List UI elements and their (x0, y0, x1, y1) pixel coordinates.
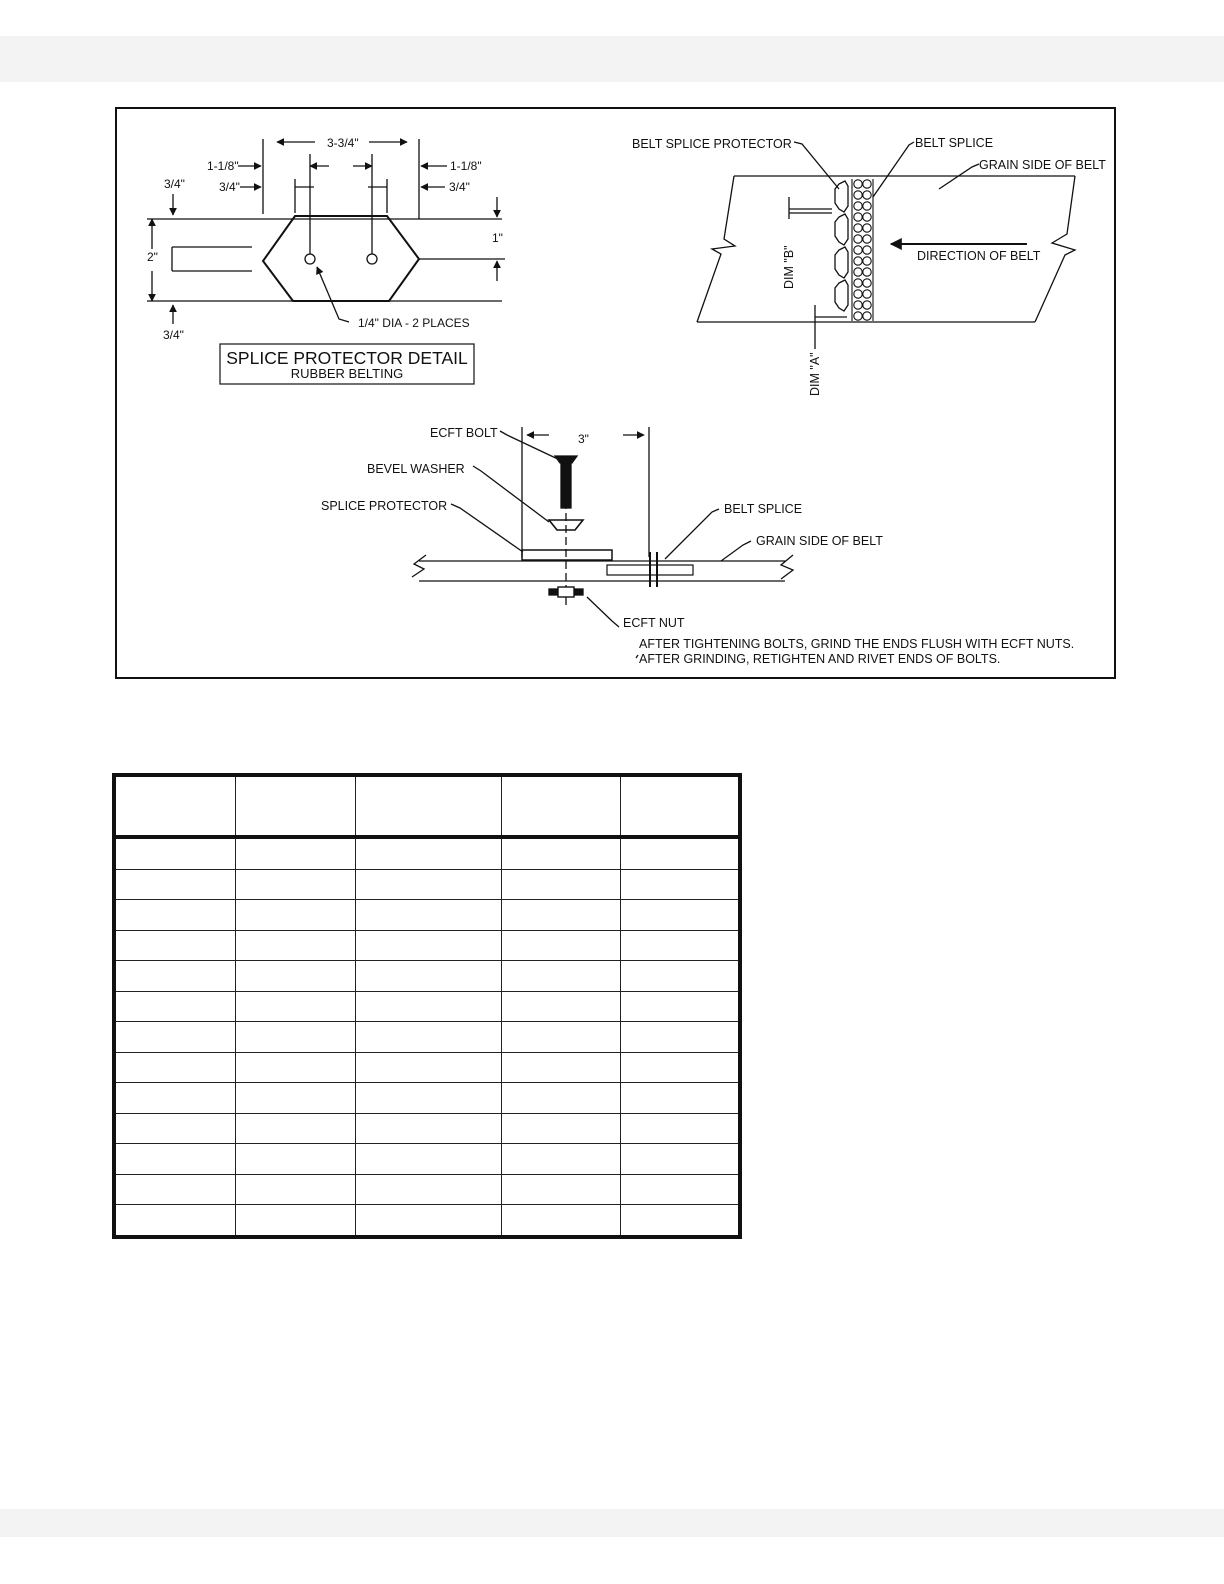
table-cell (621, 961, 741, 992)
table-cell (114, 1083, 236, 1114)
table-cell (114, 1205, 236, 1237)
section-label-splice: BELT SPLICE (724, 502, 803, 516)
plan-label-direction: DIRECTION OF BELT (917, 249, 1041, 263)
table-row (114, 991, 740, 1022)
table-cell (356, 930, 502, 961)
table-cell (621, 1022, 741, 1053)
table-cell (621, 1083, 741, 1114)
table-header-cell (502, 775, 621, 837)
table-row (114, 1052, 740, 1083)
header-band (0, 36, 1224, 82)
table-cell (236, 1052, 356, 1083)
table-cell (114, 869, 236, 900)
table-cell (236, 1113, 356, 1144)
table-cell (114, 961, 236, 992)
table-cell (502, 1113, 621, 1144)
table-cell (236, 837, 356, 869)
table-cell (356, 900, 502, 931)
table-row (114, 1205, 740, 1237)
table-cell (502, 900, 621, 931)
table-cell (621, 837, 741, 869)
table-cell (114, 900, 236, 931)
table-cell (502, 1083, 621, 1114)
table-cell (356, 991, 502, 1022)
svg-text:1": 1" (492, 231, 503, 245)
table-cell (621, 1205, 741, 1237)
table-cell (236, 961, 356, 992)
table-cell (356, 869, 502, 900)
table-cell (114, 1022, 236, 1053)
table-cell (114, 1052, 236, 1083)
table-cell (236, 900, 356, 931)
table-cell (236, 869, 356, 900)
table-cell (502, 1144, 621, 1175)
table-cell (114, 1113, 236, 1144)
table-cell (114, 1174, 236, 1205)
table-cell (356, 1113, 502, 1144)
table-row (114, 961, 740, 992)
svg-text:1-1/8": 1-1/8" (450, 159, 482, 173)
table-row (114, 1022, 740, 1053)
section-view-drawing (412, 427, 793, 658)
table-row (114, 869, 740, 900)
table-cell (621, 1174, 741, 1205)
table-cell (621, 1144, 741, 1175)
plan-label-dim-b: DIM "B" (782, 245, 796, 289)
table-header-cell (114, 775, 236, 837)
table-cell (356, 1083, 502, 1114)
table-cell (356, 961, 502, 992)
spec-table (112, 773, 742, 1239)
svg-text:3/4": 3/4" (219, 180, 240, 194)
table-cell (356, 1174, 502, 1205)
table-cell (114, 930, 236, 961)
section-label-protector: SPLICE PROTECTOR (321, 499, 448, 513)
section-note-line1: AFTER TIGHTENING BOLTS, GRIND THE ENDS FLUSH WITH ECFT NUTS. (639, 637, 1075, 651)
table-cell (356, 1022, 502, 1053)
table-row (114, 900, 740, 931)
table-row (114, 1113, 740, 1144)
footer-band (0, 1509, 1224, 1537)
table-cell (236, 1205, 356, 1237)
belt-plan-view-drawing (697, 142, 1075, 349)
table-header-cell (236, 775, 356, 837)
table-cell (114, 837, 236, 869)
table-cell (236, 1083, 356, 1114)
table-cell (502, 930, 621, 961)
table-cell (502, 1174, 621, 1205)
svg-text:1-1/8": 1-1/8" (207, 159, 239, 173)
table-row (114, 930, 740, 961)
section-label-nut: ECFT NUT (623, 616, 685, 630)
table-cell (236, 930, 356, 961)
table-row (114, 1083, 740, 1114)
svg-text:2": 2" (147, 250, 158, 264)
table-cell (621, 930, 741, 961)
table-cell (502, 1022, 621, 1053)
table-cell (621, 1052, 741, 1083)
table-cell (356, 1205, 502, 1237)
table-header-row (114, 775, 740, 837)
table-cell (114, 1144, 236, 1175)
svg-text:1/4" DIA - 2 PLACES: 1/4" DIA - 2 PLACES (358, 316, 470, 330)
table-cell (236, 1022, 356, 1053)
section-note-line2: AFTER GRINDING, RETIGHTEN AND RIVET ENDS OF BOLTS. (639, 652, 1001, 666)
svg-text:3/4": 3/4" (449, 180, 470, 194)
section-dim-spacing: 3" (578, 432, 589, 446)
plan-label-dim-a: DIM "A" (808, 352, 822, 396)
section-view-labels (321, 426, 1074, 666)
detail-title: SPLICE PROTECTOR DETAIL (226, 348, 468, 368)
table-row (114, 1174, 740, 1205)
table-header-cell (621, 775, 741, 837)
section-label-grain-side: GRAIN SIDE OF BELT (756, 534, 883, 548)
table-row (114, 837, 740, 869)
plan-label-grain-side: GRAIN SIDE OF BELT (979, 158, 1106, 172)
table-cell (502, 837, 621, 869)
table-cell (356, 1144, 502, 1175)
svg-text:3-3/4": 3-3/4" (327, 136, 359, 150)
table-cell (502, 1205, 621, 1237)
table-cell (502, 991, 621, 1022)
section-label-washer: BEVEL WASHER (367, 462, 465, 476)
plan-label-protector: BELT SPLICE PROTECTOR (632, 137, 792, 151)
table-cell (621, 869, 741, 900)
table-cell (621, 991, 741, 1022)
table-header-cell (356, 775, 502, 837)
splice-protector-figure (115, 107, 1116, 679)
svg-text:3/4": 3/4" (163, 328, 184, 342)
table-cell (502, 1052, 621, 1083)
table-cell (114, 991, 236, 1022)
table-cell (502, 869, 621, 900)
table-cell (356, 1052, 502, 1083)
table-cell (502, 961, 621, 992)
table-row (114, 1144, 740, 1175)
belt-plan-view-labels (632, 136, 1106, 396)
detail-subtitle: RUBBER BELTING (290, 366, 404, 381)
table-cell (356, 837, 502, 869)
table-cell (236, 1144, 356, 1175)
table-cell (236, 991, 356, 1022)
svg-text:3/4": 3/4" (164, 177, 185, 191)
section-label-bolt: ECFT BOLT (430, 426, 498, 440)
table-cell (621, 900, 741, 931)
plan-label-splice: BELT SPLICE (915, 136, 994, 150)
table-cell (236, 1174, 356, 1205)
table-cell (621, 1113, 741, 1144)
